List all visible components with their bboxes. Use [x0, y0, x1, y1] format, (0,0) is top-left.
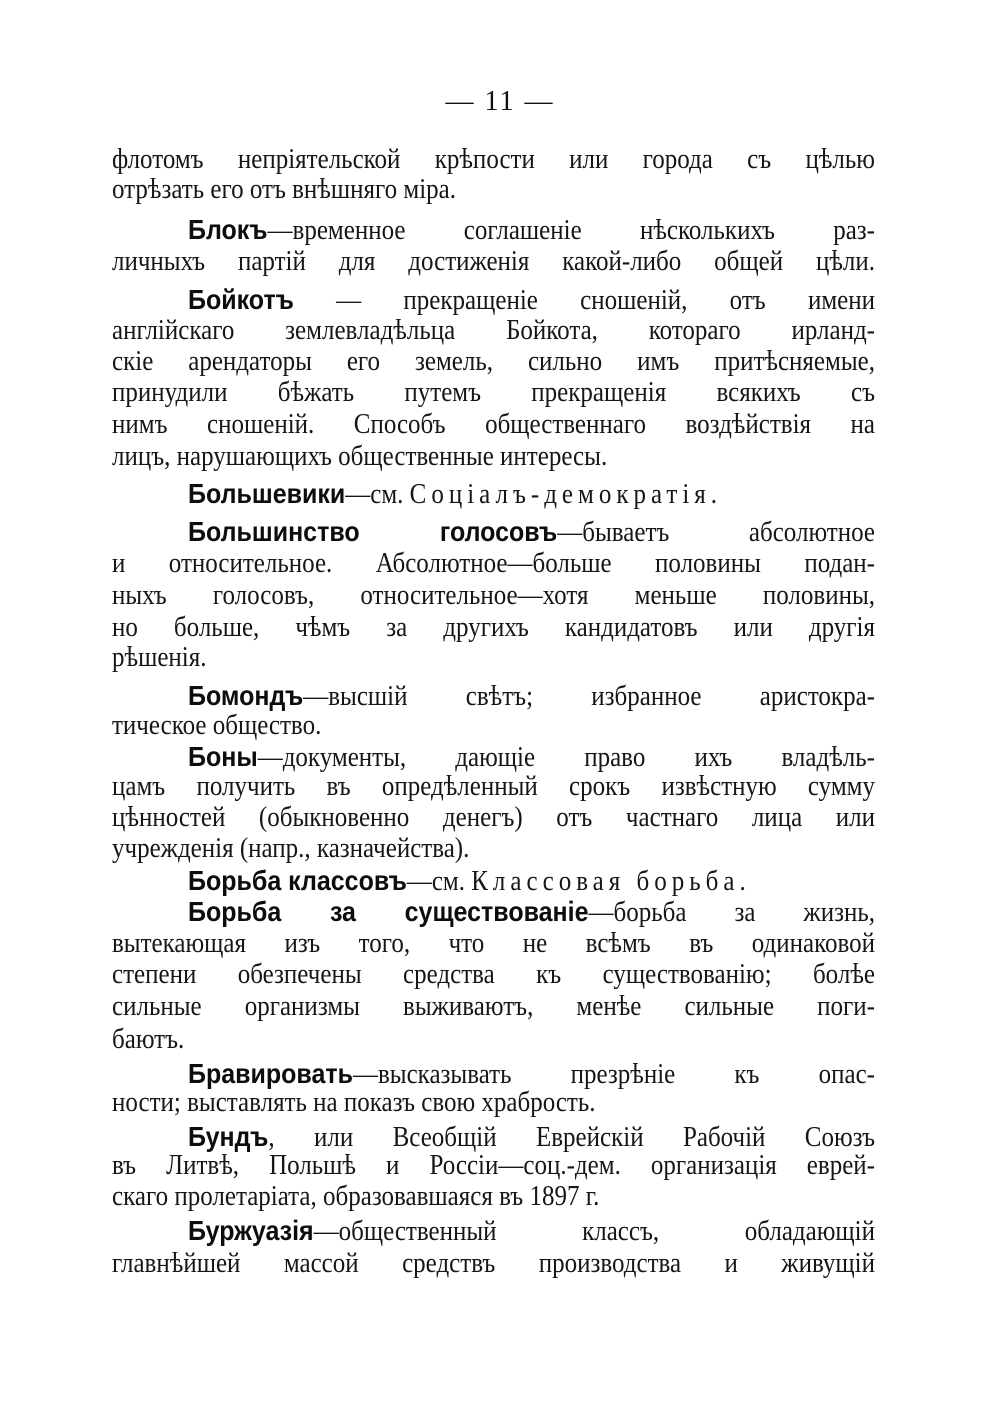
entry-text: —высшій свѣтъ; избранное аристокра-: [303, 681, 875, 712]
entry-text: цамъ получить въ опредѣленный срокъ извѣстную сумму: [112, 771, 875, 802]
entry-text: личныхъ партій для достиженія какой-либо общей цѣли.: [112, 246, 875, 277]
cross-reference: Классовая борьба.: [471, 866, 751, 897]
entry-text: — прекращеніе сношеній, отъ имени: [293, 285, 875, 316]
text-line: [112, 407, 875, 443]
cross-reference: Соціалъ-демократія.: [409, 479, 723, 510]
entry-text: —общественный классъ, обладающій: [313, 1216, 875, 1247]
entry-text: и относительное. Абсолютное—больше половины подан-: [112, 548, 875, 579]
entry-text: нимъ сношеній. Способъ общественнаго воздѣйствія на: [112, 409, 875, 440]
entry-text: главнѣйшей массой средствъ производства и живущій: [112, 1248, 875, 1279]
text-line: [112, 546, 875, 582]
entry-text: , или Всеобщій Еврейскій Рабочій Союзъ: [268, 1122, 875, 1153]
entry-text: но больше, чѣмъ за другихъ кандидатовъ или другія: [112, 612, 875, 643]
entry-term: Бравировать: [188, 1058, 353, 1090]
entry-term: Блокъ: [188, 214, 268, 246]
entry-text: ности; выставлять на показъ свою храбрость.: [112, 1087, 596, 1118]
text-line: [112, 578, 875, 614]
text-line: [112, 1246, 875, 1282]
text-line: [112, 244, 875, 280]
entry-headword-line: [188, 1213, 875, 1249]
text-line: [112, 831, 875, 867]
text-line: [112, 640, 875, 676]
entry-text: —см.: [406, 866, 472, 897]
text-line: [112, 1179, 875, 1215]
entry-text: лицъ, нарушающихъ общественные интересы.: [112, 441, 608, 472]
entry-text: учрежденія (напр., казначейства).: [112, 833, 470, 864]
entry-text: —борьба за жизнь,: [588, 897, 875, 928]
text-line: [112, 1085, 875, 1121]
entry-text: ныхъ голосовъ, относительное—хотя меньше половины,: [112, 580, 875, 611]
entry-term: Бомондъ: [188, 680, 304, 712]
entry-term: Боны: [188, 741, 258, 773]
entry-text: баютъ.: [112, 1024, 185, 1055]
text-line: [112, 172, 875, 208]
entry-text: въ Литвѣ, Польшѣ и Россіи—соц.-дем. организація еврей-: [112, 1150, 875, 1181]
entry-text: —см.: [345, 479, 410, 510]
entry-text: рѣшенія.: [112, 642, 207, 673]
page-number: — 11 —: [445, 86, 555, 117]
entry-text: цѣнностей (обыкновенно денегъ) отъ частнаго лица или: [112, 802, 875, 833]
entry-term: Бундъ: [188, 1121, 269, 1153]
text-line: [112, 375, 875, 411]
entry-text: тическое общество.: [112, 710, 322, 741]
entry-headword-line: [188, 514, 875, 550]
entry-text: отрѣзать его отъ внѣшняго міра.: [112, 174, 457, 205]
entry-term: Бойкотъ: [188, 284, 294, 316]
entry-text: англійскаго землевладѣльца Бойкота, котораго ирланд-: [112, 315, 875, 346]
text-line: [112, 989, 875, 1025]
entry-text: скаго пролетаріата, образовавшаяся въ 1897 г.: [112, 1181, 600, 1212]
entry-term: Борьба за существованіе: [188, 896, 589, 928]
entry-headword-line: [188, 212, 875, 248]
entry-text: скіе арендаторы его земель, сильно имъ притѣсняемые,: [112, 346, 875, 377]
entry-text: —документы, дающіе право ихъ владѣль-: [257, 742, 875, 773]
entry-text: —бываетъ абсолютное: [557, 517, 875, 548]
text-line: [112, 957, 875, 993]
entry-term: Буржуазія: [188, 1215, 314, 1247]
entry-text: флотомъ непріятельской крѣпости или города съ цѣлью: [112, 144, 875, 175]
entry-text: принудили бѣжать путемъ прекращенія всякихъ съ: [112, 377, 875, 408]
entry-term: Большевики: [188, 478, 346, 510]
entry-term: Борьба классовъ: [188, 865, 407, 897]
text-line: [112, 439, 875, 475]
entry-headword-line: [188, 894, 875, 930]
entry-text: сильные организмы выживаютъ, менѣе сильные поги-: [112, 991, 875, 1022]
entry-term: Большинство голосовъ: [188, 516, 558, 548]
entry-headword-line: [188, 476, 875, 512]
entry-text: —временное соглашеніе нѣсколькихъ раз-: [267, 215, 875, 246]
entry-text: —высказывать презрѣніе къ опас-: [352, 1059, 875, 1090]
entry-text: вытекающая изъ того, что не всѣмъ въ одинаковой: [112, 928, 875, 959]
text-line: [112, 1022, 875, 1058]
entry-text: степени обезпечены средства къ существованію; болѣе: [112, 959, 875, 990]
